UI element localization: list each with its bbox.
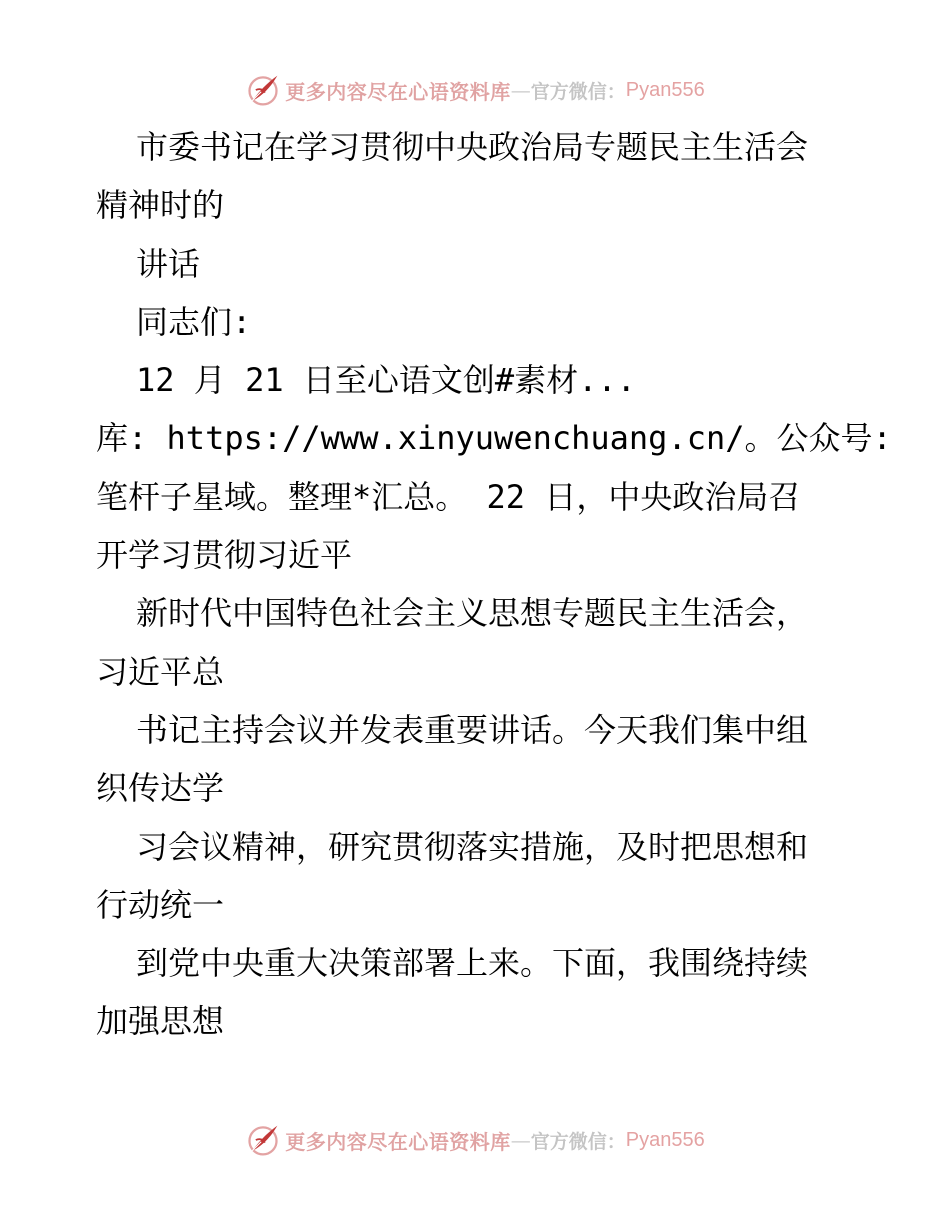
text-line: 加强思想 [96,1002,225,1041]
text-line: 新时代中国特色社会主义思想专题民主生活会， [136,594,809,633]
text-line: 习近平总 [96,652,225,691]
text-line: 讲话 [136,244,201,283]
watermark-wechat-label: 官方微信： [530,1130,626,1153]
text-line: 市委书记在学习贯彻中央政治局专题民主生活会 [136,128,809,166]
document-body [96,118,892,1051]
text-line: 书记主持会议并发表重要讲话。今天我们集中组 [136,710,809,749]
header-watermark [0,70,950,110]
text-line: 库: https://www.xinyuwenchuang.cn/。公众号: [96,419,892,458]
watermark-site-text: 更多内容尽在心语资料库 [285,1129,511,1154]
text-line: 行动统一 [96,885,225,924]
watermark-wechat-label: 官方微信： [530,80,626,103]
watermark-wechat-id: Pyan556 [625,1128,705,1151]
quill-pen-logo-icon [245,72,281,108]
text-line: 织传达学 [96,769,225,808]
watermark-wechat-id: Pyan556 [625,78,705,101]
text-line: 开学习贯彻习近平 [96,536,353,575]
text-line: 12 月 21 日至心语文创#素材... [136,361,636,400]
quill-pen-logo-icon [245,1122,281,1158]
text-line: 精神时的 [96,186,225,225]
text-line: 同志们: [136,302,252,341]
watermark-dash: — [510,78,531,102]
text-line: 笔杆子星域。整理*汇总。 22 日，中央政治局召 [96,477,801,516]
watermark-dash: — [510,1128,531,1152]
text-line: 习会议精神，研究贯彻落实措施，及时把思想和 [136,827,809,866]
text-line: 到党中央重大决策部署上来。下面，我围绕持续 [136,944,809,983]
footer-watermark [0,1120,950,1160]
watermark-site-text: 更多内容尽在心语资料库 [285,79,511,104]
